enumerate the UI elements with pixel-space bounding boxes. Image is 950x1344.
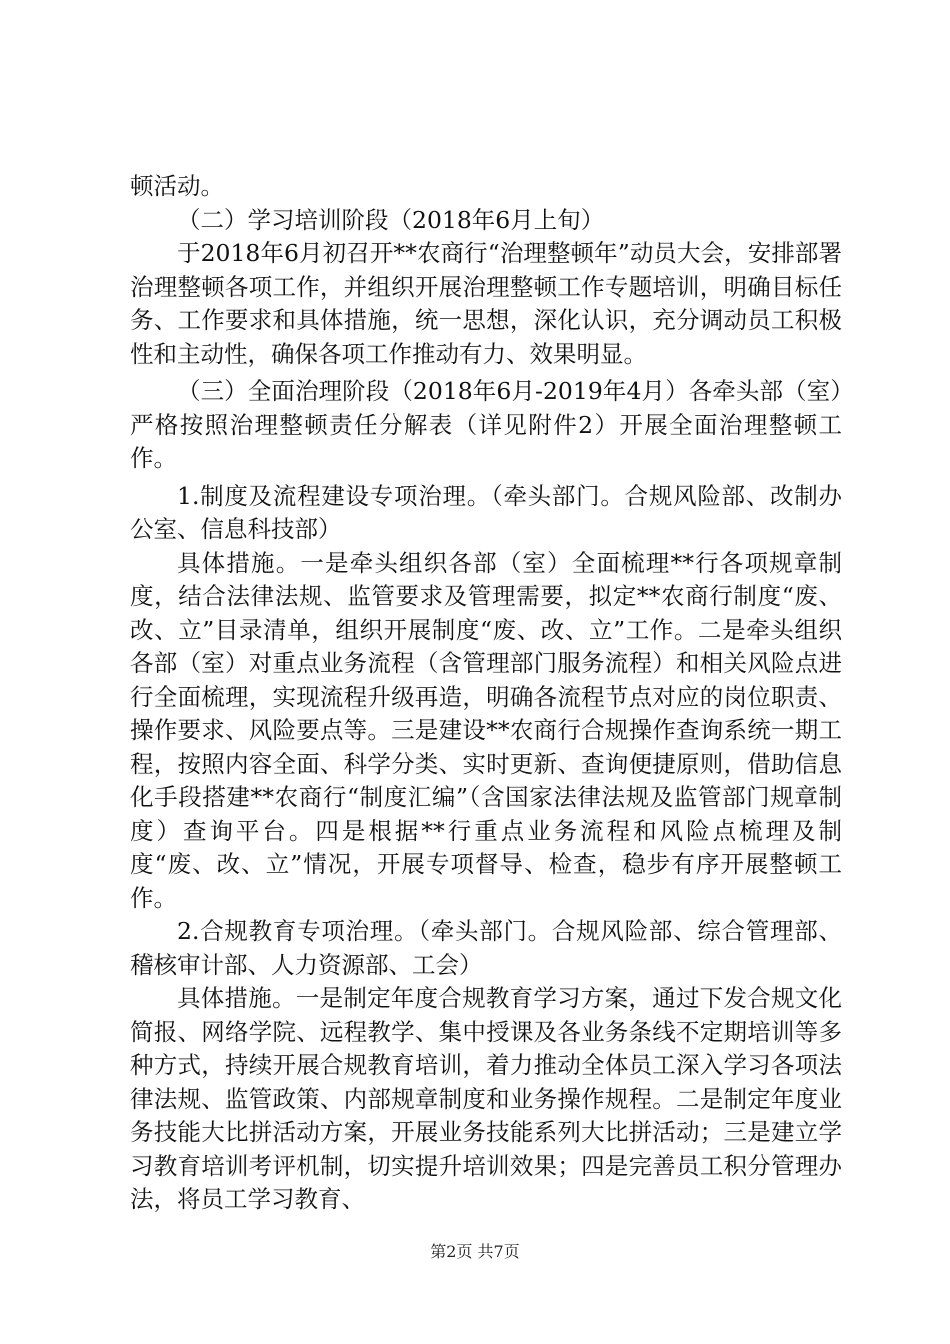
- item-heading-institution-process: 1.制度及流程建设专项治理。（牵头部门。合规风险部、改制办公室、信息科技部）: [130, 481, 842, 543]
- section-heading-study-phase: （二）学习培训阶段（2018年6月上旬）: [177, 205, 605, 234]
- item-heading-compliance-education: 2.合规教育专项治理。（牵头部门。合规风险部、综合管理部、稽核审计部、人力资源部、工会）: [130, 917, 842, 979]
- page-number-footer: 第2页 共7页: [430, 1242, 520, 1261]
- paragraph-measures-institution: 具体措施。一是牵头组织各部（室）全面梳理**行各项规章制度，结合法律法规、监管要求及管理需要，拟定**农商行制度“废、改、立”目录清单，组织开展制度“废、改、立”工作。二是牵头组织各部（室）对重点业务流程（含管理部门服务流程）和相关风险点进行全面梳理，实现流程升级再造，明确各流程节点对应的岗位职责、操作要求、风险要点等。三是建设**农商行合规操作查询系统一期工程，按照内容全面、科学分类、实时更新、查询便捷原则，借助信息化手段搭建**农商行“制度汇编”（含国家法律法规及监管部门规章制度）查询平台。四是根据**行重点业务流程和风险点梳理及制度“废、改、立”情况，开展专项督导、检查，稳步有序开展整顿工作。: [130, 548, 842, 912]
- paragraph-mobilization-meeting: 于2018年6月初召开**农商行“治理整顿年”动员大会，安排部署治理整顿各项工作，并组织开展治理整顿工作专题培训，明确目标任务、工作要求和具体措施，统一思想，深化认识，充分调动员工积极性和主动性，确保各项工作推动有力、效果明显。: [130, 239, 842, 368]
- paragraph-measures-education: 具体措施。一是制定年度合规教育学习方案，通过下发合规文化简报、网络学院、远程教学、集中授课及各业务条线不定期培训等多种方式，持续开展合规教育培训，着力推动全体员工深入学习各项法律法规、监管政策、内部规章制度和业务操作规程。二是制定年度业务技能大比拼活动方案，开展业务技能系列大比拼活动；三是建立学习教育培训考评机制，切实提升培训效果；四是完善员工积分管理办法，将员工学习教育、: [130, 984, 842, 1213]
- paragraph-continuation: 顿活动。: [130, 172, 224, 200]
- document-body: [130, 170, 842, 1217]
- section-heading-governance-phase: （三）全面治理阶段（2018年6月-2019年4月）各牵头部（室）严格按照治理整顿责任分解表（详见附件2）开展全面治理整顿工作。: [130, 377, 842, 472]
